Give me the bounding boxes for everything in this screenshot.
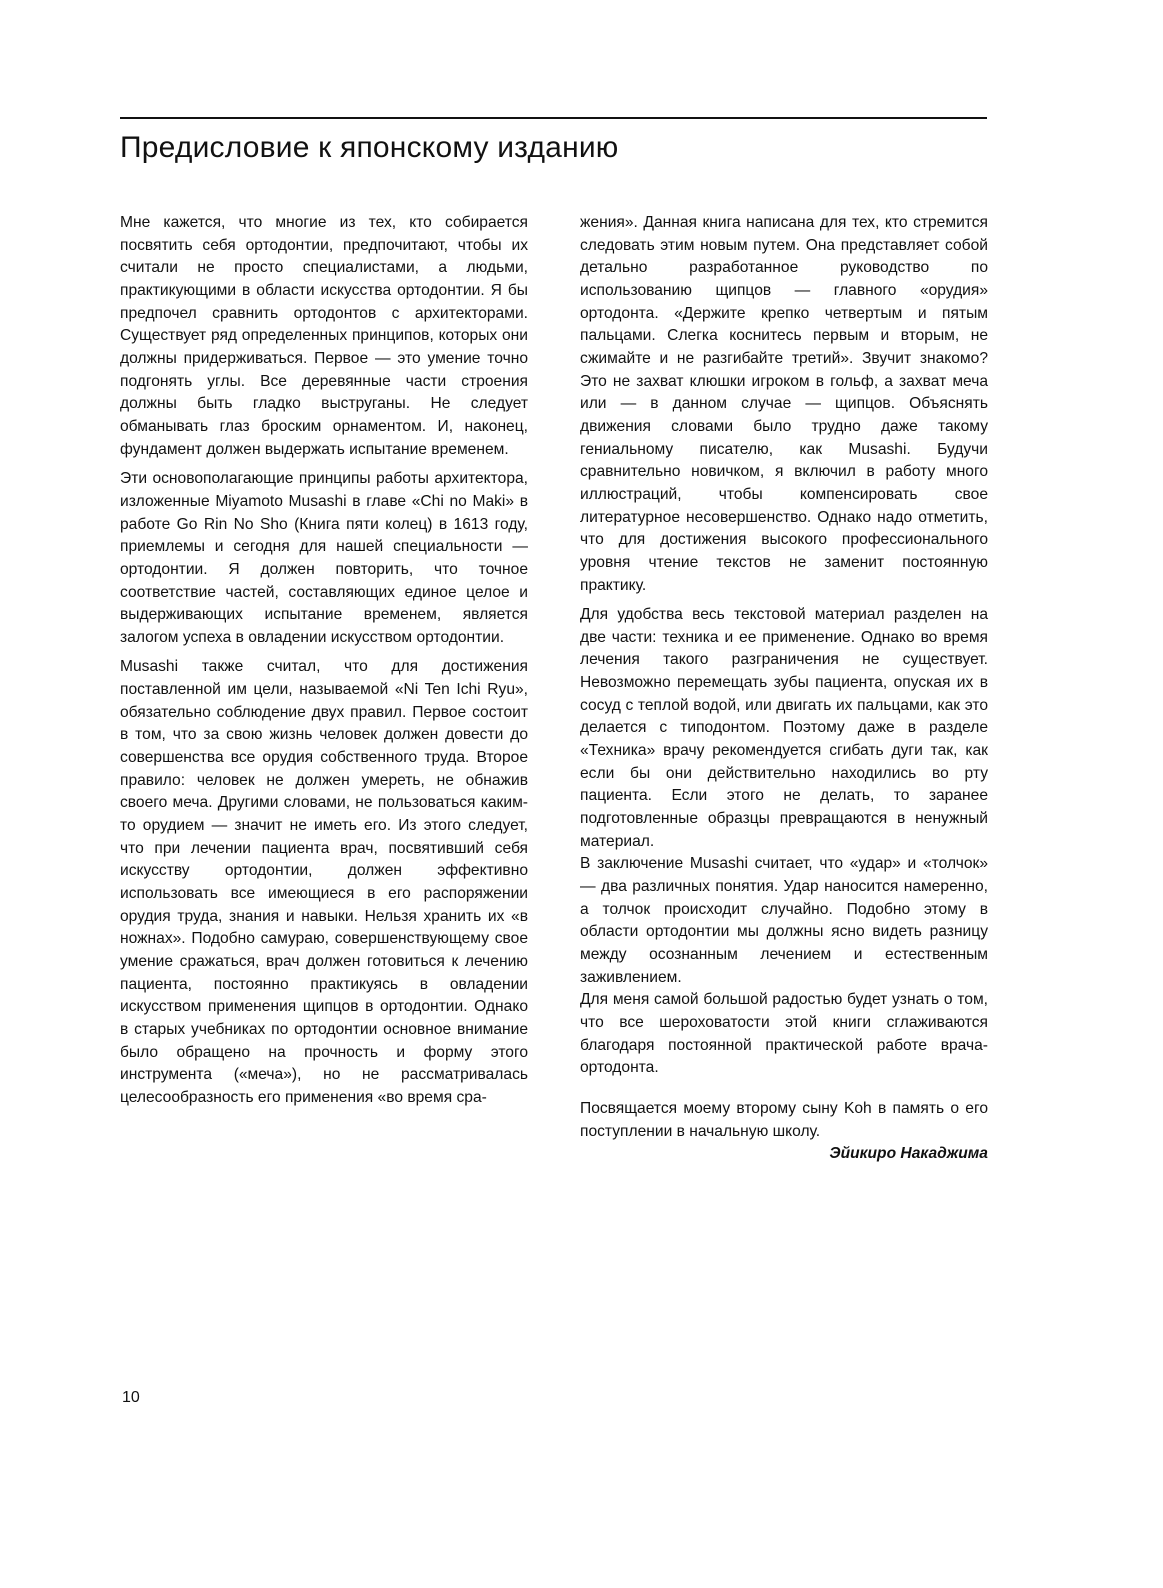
left-column bbox=[120, 212, 528, 1110]
header-rule bbox=[120, 117, 987, 119]
page-number: 10 bbox=[122, 1389, 140, 1406]
paragraph-book-purpose: жения». Данная книга написана для тех, кто стремится следовать этим новым путем. Она представляет собой детально разработанное руководство по использованию щипцов — главного «орудия» ортодонта. «Держите крепко четвертым и пятым пальцами. Слегка коснитесь первым и вторым, не сжимайте и не разгибайте третий». Звучит знакомо? Это не захват клюшки игроком в гольф, а захват меча или — в данном случае — щипцов. Объяснять движения словами было трудно даже такому гениальному писателю, как Musashi. Будучи сравнительно новичком, я включил в работу много иллюстраций, чтобы компенсировать свое литературное несовершенство. Однако надо отметить, что для достижения высокого профессионального уровня чтение текстов не заменит постоянную практику. bbox=[580, 214, 988, 594]
paragraph-technique-application: Для удобства весь текстовой материал разделен на две части: техника и ее применение. Однако во время лечения такого разграничения не существует. Невозможно перемещать зубы пациента, опуская их в сосуд с теплой водой, или двигать их пальцами, как это делается с типодонтом. Поэтому даже в разделе «Техника» врачу рекомендуется сгибать дуги так, как если бы они действительно находились во рту пациента. Если этого не делать, то заранее подготовленные образцы превращаются в ненужный материал. bbox=[580, 606, 988, 850]
right-column bbox=[580, 212, 988, 1166]
paragraph-ni-ten-ichi-ryu: Musashi также считал, что для достижения поставленной им цели, называемой «Ni Ten Ichi Ryu», обязательно соблюдение двух правил. Первое состоит в том, что за свою жизнь человек должен довести до совершенства все орудия собственного труда. Второе правило: человек не должен умереть, не обнажив своего меча. Другими словами, не пользоваться каким-то орудием — значит не иметь его. Из этого следует, что при лечении пациента врач, посвятивший себя искусству ортодонтии, должен эффективно использовать все имеющиеся в его распоряжении орудия труда, знания и навыки. Нельзя хранить их «в ножнах». Подобно самураю, совершенствующему свое умение сражаться, врач должен готовиться к лечению пациента, постоянно практикуясь в овладении искусством применения щипцов в ортодонтии. Однако в старых учебниках по ортодонтии основное внимание было обращено на прочность и форму этого инструмента («меча»), но не рассматривалась целесообразность его применения «во время сра- bbox=[120, 658, 528, 1106]
paragraph-strike-push: В заключение Musashi считает, что «удар» и «толчок» — два различных понятия. Удар наносится намеренно, а толчок происходит случайно. Подобно этому в области ортодонтии мы должны ясно видеть разницу между осознанным лечением и естественным заживлением. bbox=[580, 855, 988, 986]
paragraph-joy: Для меня самой большой радостью будет узнать о том, что все шероховатости этой книги сглаживаются благодаря постоянной практической работе врача-ортодонта. bbox=[580, 991, 988, 1077]
page-title: Предисловие к японскому изданию bbox=[120, 131, 619, 164]
author-signature: Эйикиро Накаджима bbox=[829, 1145, 988, 1163]
dedication: Посвящается моему второму сыну Koh в память о его поступлении в начальную школу. bbox=[580, 1099, 988, 1140]
paragraph-architects: Мне кажется, что многие из тех, кто собирается посвятить себя ортодонтии, предпочитают, чтобы их считали не просто специалистами, а людьми, практикующими в области искусства ортодонтии. Я бы предпочел сравнить ортодонтов с архитекторами. Существует ряд определенных принципов, которых они должны придерживаться. Первое — это умение точно подгонять углы. Все деревянные части строения должны быть гладко выструганы. Не следует обманывать глаз броским орнаментом. И, наконец, фундамент должен выдержать испытание временем. bbox=[120, 214, 528, 458]
paragraph-musashi-principles: Эти основополагающие принципы работы архитектора, изложенные Miyamoto Musashi в главе «Chi no Maki» в работе Go Rin No Sho (Книга пяти колец) в 1613 году, приемлемы и сегодня для нашей специальности — ортодонтии. Я должен повторить, что точное соответствие частей, составляющих единое целое и выдерживающих испытание временем, является залогом успеха в овладении искусством ортодонтии. bbox=[120, 470, 528, 646]
